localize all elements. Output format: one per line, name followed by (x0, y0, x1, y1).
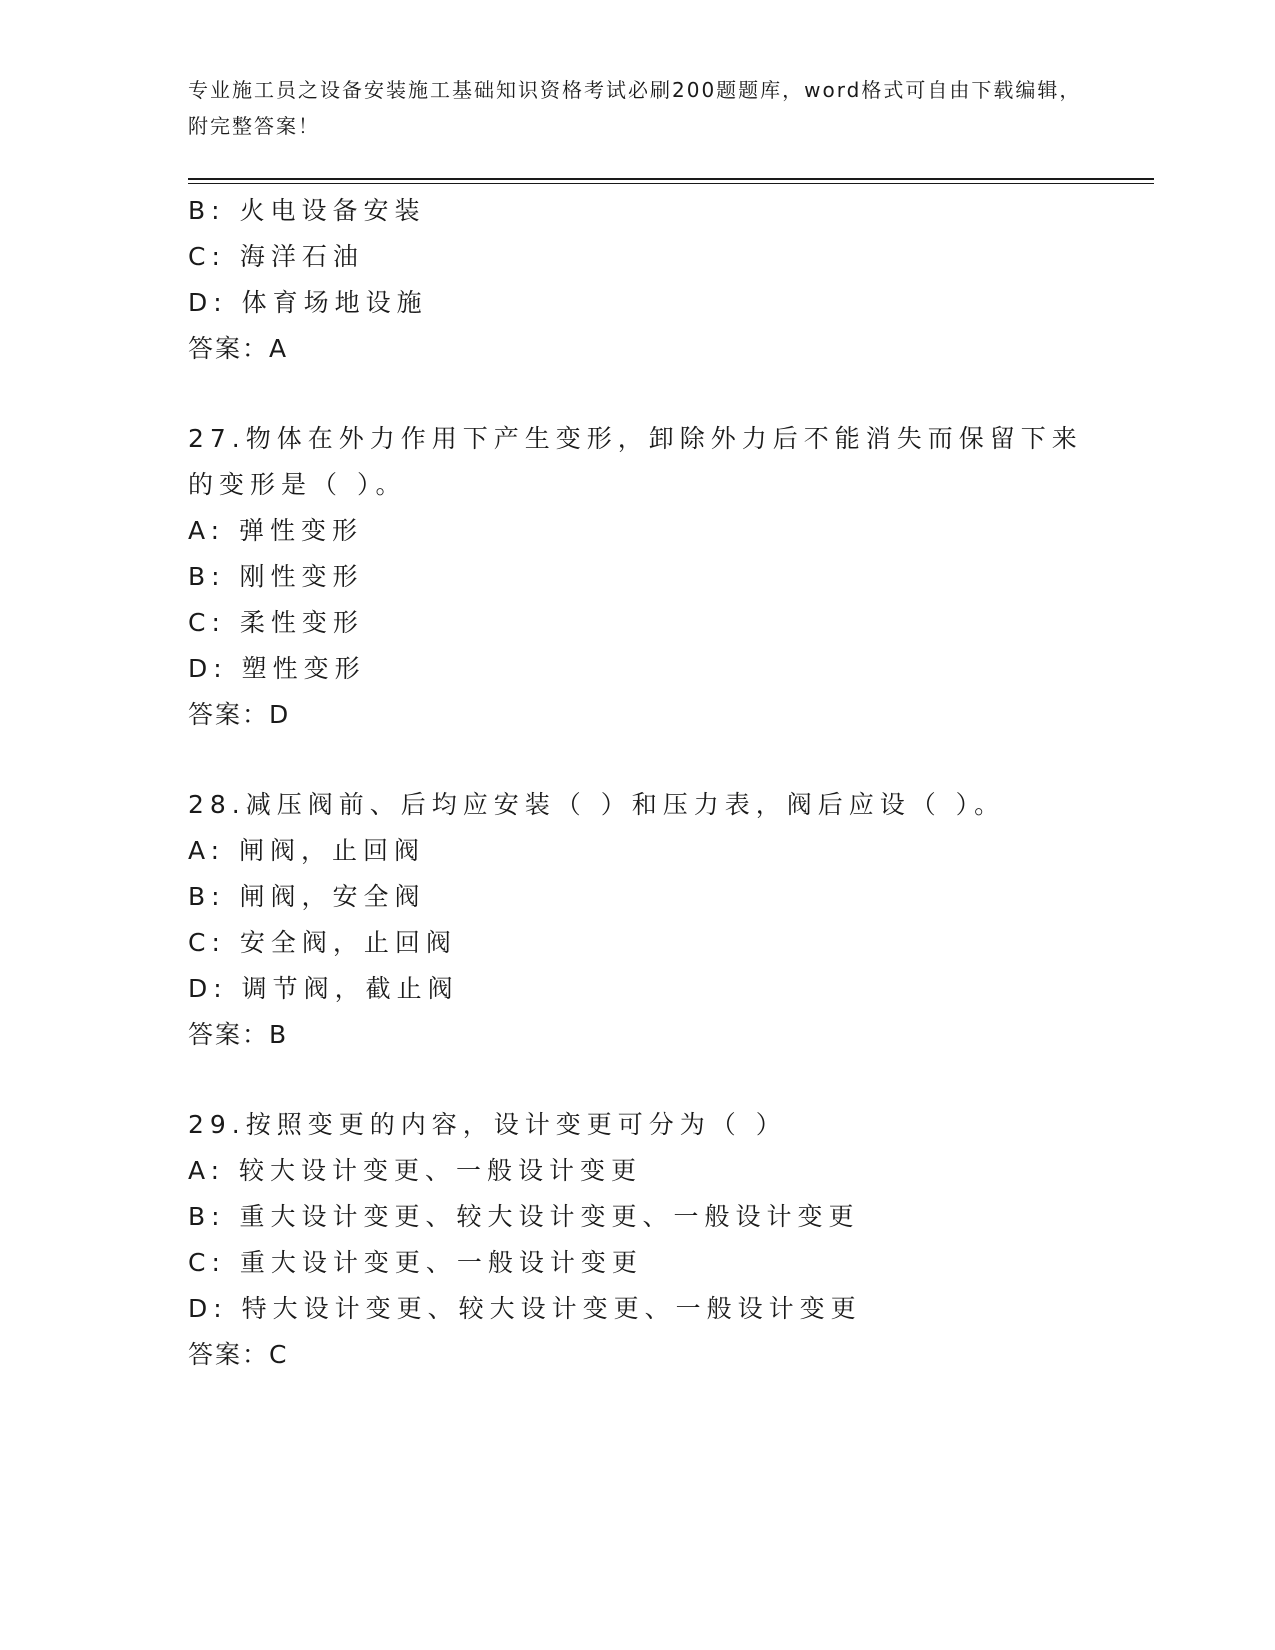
option-a: A: 弹性变形 (188, 516, 364, 545)
document-header: 专业施工员之设备安装施工基础知识资格考试必刷200题题库，word格式可自由下载编辑，附完整答案！ (188, 78, 1082, 138)
answer-line: 答案：A (188, 334, 289, 363)
option-c: C: 柔性变形 (188, 608, 364, 637)
option-c: C: 重大设计变更、一般设计变更 (188, 1248, 643, 1277)
header-rule-thin (188, 183, 1154, 184)
option-c: C: 海洋石油 (188, 242, 364, 271)
answer-line: 答案：C (188, 1340, 289, 1369)
option-d: D: 塑性变形 (188, 654, 366, 683)
option-d: D: 特大设计变更、较大设计变更、一般设计变更 (188, 1294, 862, 1323)
option-a: A: 较大设计变更、一般设计变更 (188, 1156, 643, 1185)
question-stem: 27.物体在外力作用下产生变形，卸除外力后不能消失而保留下来的变形是（ ）。 (188, 424, 1083, 499)
option-a: A: 闸阀，止回阀 (188, 836, 426, 865)
option-b: B: 重大设计变更、较大设计变更、一般设计变更 (188, 1202, 860, 1231)
option-d: D: 体育场地设施 (188, 288, 428, 317)
option-b: B: 火电设备安装 (188, 196, 426, 225)
question-stem: 28.减压阀前、后均应安装（ ）和压力表，阀后应设（ ）。 (188, 790, 1006, 819)
question-stem: 29.按照变更的内容，设计变更可分为（ ） (188, 1110, 787, 1139)
option-b: B: 刚性变形 (188, 562, 364, 591)
option-b: B: 闸阀，安全阀 (188, 882, 426, 911)
answer-line: 答案：D (188, 700, 291, 729)
question-list (188, 188, 1108, 1378)
answer-line: 答案：B (188, 1020, 289, 1049)
option-d: D: 调节阀，截止阀 (188, 974, 459, 1003)
header-rule-thick (188, 178, 1154, 180)
option-c: C: 安全阀，止回阀 (188, 928, 457, 957)
